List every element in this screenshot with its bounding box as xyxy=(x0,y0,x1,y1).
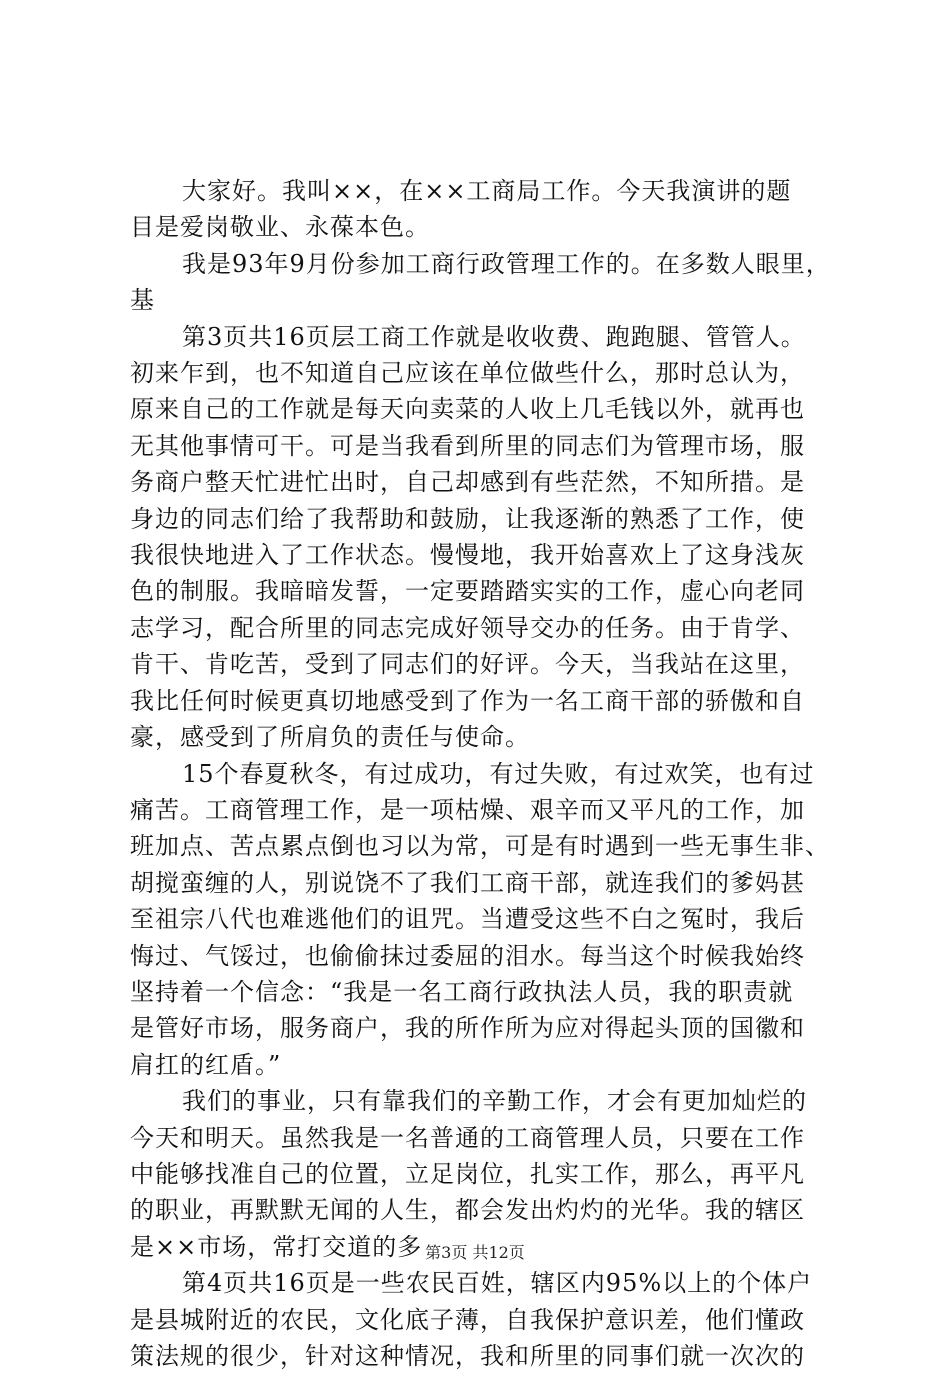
paragraph-early-work: 第3页共16页层工商工作就是收收费、跑跑腿、管管人。 初来乍到，也不知道自己应该在单位做些什么，那时总认为， 原来自己的工作就是每天向卖菜的人收上几毛钱以外，就再也 无其他事情可干。可是当我看到所里的同志们为管理市场，服 务商户整天忙进忙出时，自己却感到有些茫然，不知所措。是 身边的同志们给了我帮助和鼓励，让我逐渐的熟悉了工作，使 我很快地进入了工作状态。慢慢地，我开始喜欢上了这身浅灰 色的制服。我暗暗发誓，一定要踏踏实实的工作，虚心向老同 志学习，配合所里的同志完成好领导交办的任务。由于肯学、 肯干、肯吃苦，受到了同志们的好评。今天，当我站在这里， 我比任何时候更真切地感受到了作为一名工商干部的骄傲和自 豪，感受到了所肩负的责任与使命。 xyxy=(130,322,806,752)
page-footer: 第3页 共12页 xyxy=(425,1243,525,1262)
paragraph-joined-work: 我是93年9月份参加工商行政管理工作的。在多数人眼里， 基 xyxy=(130,249,831,315)
paragraph-farmers: 第4页共16页是一些农民百姓，辖区内95%以上的个体户 是县城附近的农民，文化底子薄，自我保护意识差，他们懂政 策法规的很少，针对这种情况，我和所里的同事们就一次次的 xyxy=(130,1269,813,1370)
document-body xyxy=(130,173,840,1374)
paragraph-our-career: 我们的事业，只有靠我们的辛勤工作，才会有更加灿烂的 今天和明天。虽然我是一名普通的工商管理人员，只要在工作 中能够找准自己的位置，立足岗位，扎实工作，那么，再平凡 的职业，再默默无闻的人生，都会发出灼灼的光华。我的辖区 是××市场，常打交道的多 xyxy=(130,1087,807,1261)
paragraph-fifteen-years: 15个春夏秋冬，有过成功，有过失败，有过欢笑，也有过 痛苦。工商管理工作，是一项枯燥、艰辛而又平凡的工作，加 班加点、苦点累点倒也习以为常，可是有时遇到一些无事生非、 胡搅蛮缠的人，别说饶不了我们工商干部，就连我们的爹妈甚 至祖宗八代也难逃他们的诅咒。当遭受这些不白之冤时，我后 悔过、气馁过，也偷偷抹过委屈的泪水。每当这个时候我始终 坚持着一个信念：“我是一名工商行政执法人员，我的职责就 是管好市场，服务商户，我的所作所为应对得起头顶的国徽和 肩扛的红盾。” xyxy=(130,759,830,1079)
paragraph-greeting: 大家好。我叫××，在××工商局工作。今天我演讲的题 目是爱岗敬业、永葆本色。 xyxy=(130,177,792,242)
